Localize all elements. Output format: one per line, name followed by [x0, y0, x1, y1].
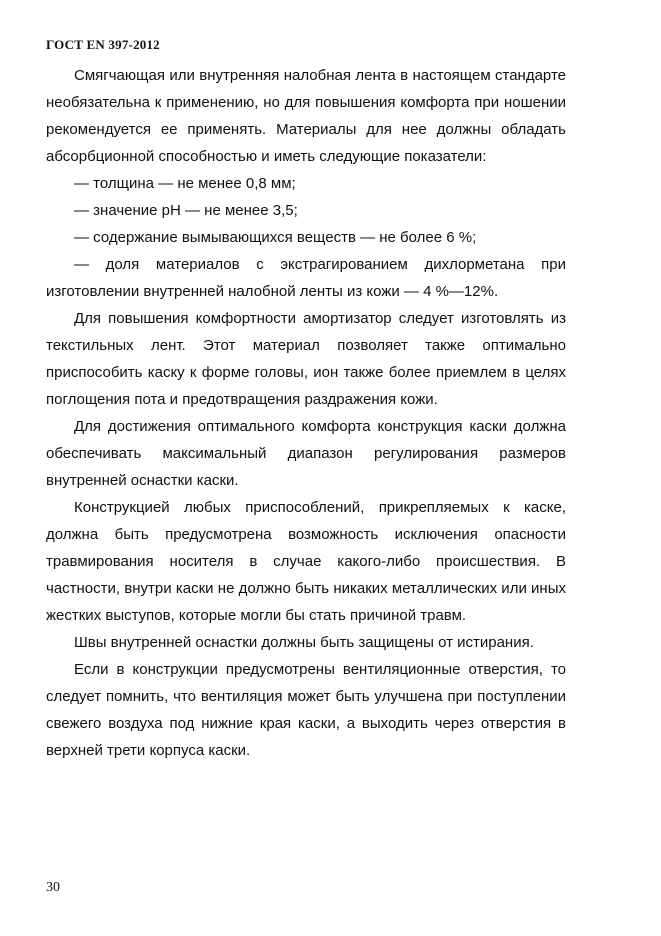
paragraph-attachments: Конструкцией любых приспособлений, прикрепляемых к каске, должна быть предусмотрена возможность исключения опасности травмирования носителя в случае какого-либо происшествия. В частности, внутри каски не должно быть никаких металлических или иных жестких выступов, которые могли бы стать причиной травм.	[46, 499, 566, 624]
paragraph-seams: Швы внутренней оснастки должны быть защищены от истирания.	[74, 634, 534, 651]
paragraph-shock-absorber: Для повышения комфортности амортизатор следует изготовлять из текстильных лент. Этот материал позволяет также оптимально приспособить каску к форме головы, ион также более приемлем в целях поглощения пота и предотвращения раздражения кожи.	[46, 310, 566, 408]
list-item-dichloromethane: — доля материалов с экстрагированием дихлорметана при изготовлении внутренней налобной ленты из кожи — 4 %—12%.	[46, 256, 566, 300]
document-header: ГОСТ EN 397-2012	[46, 37, 160, 52]
list-item-thickness: — толщина — не менее 0,8 мм;	[74, 175, 296, 192]
paragraph-comfort: Для достижения оптимального комфорта конструкция каски должна обеспечивать максимальный диапазон регулирования размеров внутренней оснастки каски.	[46, 418, 566, 489]
page-number: 30	[46, 880, 60, 895]
list-item-ph: — значение pH — не менее 3,5;	[74, 202, 298, 219]
list-item-leachable: — содержание вымывающихся веществ — не более 6 %;	[74, 229, 477, 246]
document-body	[46, 62, 566, 764]
paragraph-inner-band: Смягчающая или внутренняя налобная лента в настоящем стандарте необязательна к применению, но для повышения комфорта при ношении рекомендуется ее применять. Материалы для нее должны обладать абсорбционной способностью и иметь следующие показатели:	[46, 67, 566, 165]
paragraph-ventilation: Если в конструкции предусмотрены вентиляционные отверстия, то следует помнить, что вентиляция может быть улучшена при поступлении свежего воздуха под нижние края каски, а выходить через отверстия в верхней трети корпуса каски.	[46, 661, 566, 759]
